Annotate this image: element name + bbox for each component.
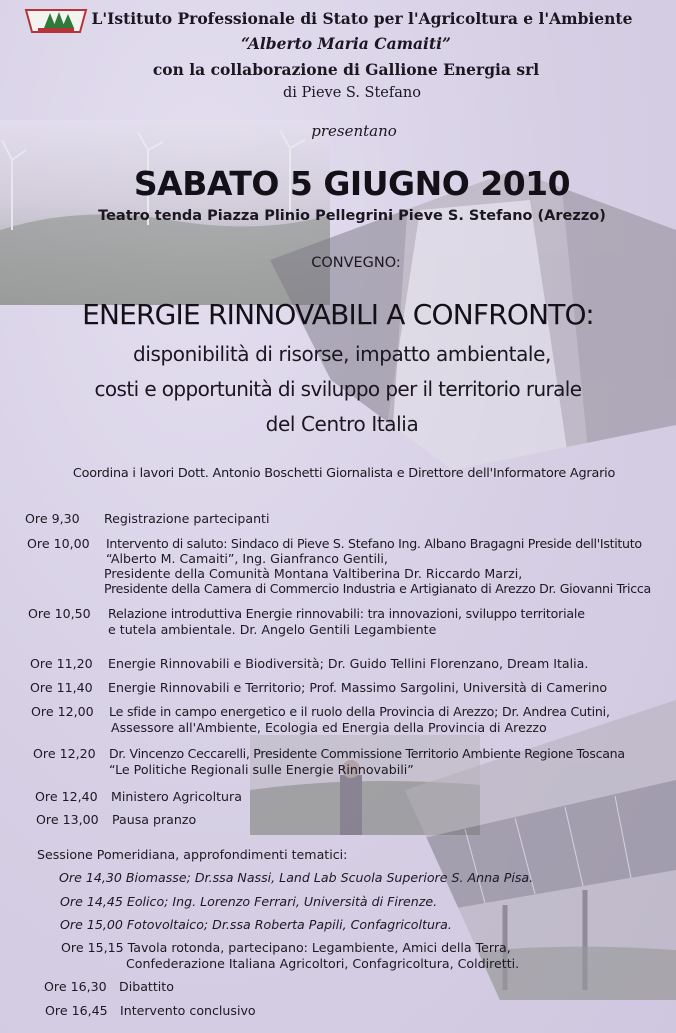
event-subtitle-3: del Centro Italia bbox=[265, 412, 419, 436]
event-venue: Teatro tenda Piazza Plinio Pellegrini Pieve S. Stefano (Arezzo) bbox=[98, 208, 606, 224]
institute-title: “Alberto Maria Camaiti” bbox=[241, 34, 451, 53]
afternoon-1500: Ore 15,00 Fotovoltaico; Dr.ssa Roberta Papili, Confagricoltura. bbox=[60, 917, 452, 932]
program-1220 bbox=[33, 746, 625, 761]
program-1645 bbox=[45, 1003, 256, 1018]
program-text: Le sfide in campo energetico e il ruolo della Provincia di Arezzo; Dr. Andrea Cutini, bbox=[109, 704, 610, 719]
program-text: Ministero Agricoltura bbox=[111, 789, 242, 804]
event-type: CONVEGNO: bbox=[311, 255, 401, 271]
program-text: Energie Rinnovabili e Biodiversità; Dr. Guido Tellini Florenzano, Dream Italia. bbox=[108, 656, 589, 671]
program-1630 bbox=[44, 979, 174, 994]
program-1050-line2: e tutela ambientale. Dr. Angelo Gentili Legambiente bbox=[108, 622, 437, 637]
program-time: Ore 16,30 bbox=[44, 979, 107, 994]
program-time: Ore 11,20 bbox=[30, 656, 93, 671]
program-time: Ore 12,20 bbox=[33, 746, 96, 761]
presentano-label: presentano bbox=[311, 122, 397, 140]
program-text: Dibattito bbox=[119, 979, 174, 994]
program-text: Energie Rinnovabili e Territorio; Prof. Massimo Sargolini, Università di Camerino bbox=[108, 680, 608, 695]
program-time: Ore 16,45 bbox=[45, 1003, 108, 1018]
program-time: Ore 13,00 bbox=[36, 812, 99, 827]
program-1000-line3: Presidente della Comunità Montana Valtiberina Dr. Riccardo Marzi, bbox=[104, 566, 523, 581]
program-time: Ore 10,00 bbox=[27, 536, 90, 551]
program-time: Ore 10,50 bbox=[28, 606, 91, 621]
program-1000-line4: Presidente della Camera di Commercio Industria e Artigianato di Arezzo Dr. Giovanni Tricca bbox=[104, 581, 651, 596]
event-title: ENERGIE RINNOVABILI A CONFRONTO: bbox=[82, 298, 594, 331]
afternoon-1515-line2: Confederazione Italiana Agricoltori, Confagricoltura, Coldiretti. bbox=[126, 956, 520, 971]
program-1120 bbox=[30, 656, 588, 671]
program-1220-line2: “Le Politiche Regionali sulle Energie Rinnovabili” bbox=[109, 762, 414, 777]
program-1300 bbox=[36, 812, 196, 827]
program-1240 bbox=[35, 789, 242, 804]
location-line: di Pieve S. Stefano bbox=[283, 85, 421, 101]
program-time: Ore 12,00 bbox=[31, 704, 94, 719]
program-1050 bbox=[28, 606, 585, 621]
program-text: Registrazione partecipanti bbox=[104, 511, 270, 526]
program-1200 bbox=[31, 704, 610, 719]
program-time: Ore 11,40 bbox=[30, 680, 93, 695]
program-text: Pausa pranzo bbox=[112, 812, 197, 827]
program-0930 bbox=[25, 511, 270, 526]
program-1200-line2: Assessore all'Ambiente, Ecologia ed Energia della Provincia di Arezzo bbox=[111, 720, 547, 735]
program-time: Ore 12,40 bbox=[35, 789, 98, 804]
collaboration-line: con la collaborazione di Gallione Energia srl bbox=[152, 60, 540, 79]
institute-name: L'Istituto Professionale di Stato per l'Agricoltura e l'Ambiente bbox=[91, 9, 633, 28]
afternoon-1515: Ore 15,15 Tavola rotonda, partecipano: Legambiente, Amici della Terra, bbox=[61, 940, 511, 955]
coordinator-line: Coordina i lavori Dott. Antonio Boschetti Giornalista e Direttore dell'Informatore Agrario bbox=[72, 466, 616, 481]
program-text: Dr. Vincenzo Ceccarelli, Presidente Commissione Territorio Ambiente Regione Toscana bbox=[109, 746, 625, 761]
event-date: SABATO 5 GIUGNO 2010 bbox=[133, 164, 571, 203]
program-1140 bbox=[30, 680, 607, 695]
program-text: Relazione introduttiva Energie rinnovabili: tra innovazioni, sviluppo territoriale bbox=[108, 606, 585, 621]
afternoon-1445: Ore 14,45 Eolico; Ing. Lorenzo Ferrari, Università di Firenze. bbox=[60, 894, 438, 909]
program-1000 bbox=[27, 536, 642, 551]
afternoon-heading: Sessione Pomeridiana, approfondimenti tematici: bbox=[37, 847, 348, 862]
afternoon-1430: Ore 14,30 Biomasse; Dr.ssa Nassi, Land Lab Scuola Superiore S. Anna Pisa. bbox=[59, 870, 534, 885]
program-text: Intervento conclusivo bbox=[120, 1003, 256, 1018]
event-subtitle-1: disponibilità di risorse, impatto ambientale, bbox=[133, 342, 551, 366]
event-subtitle-2: costi e opportunità di sviluppo per il territorio rurale bbox=[94, 377, 582, 401]
program-text: Intervento di saluto: Sindaco di Pieve S. Stefano Ing. Albano Bragagni Preside dell'Istituto bbox=[106, 536, 642, 551]
program-1000-line2: “Alberto M. Camaiti”, Ing. Gianfranco Gentili, bbox=[106, 551, 388, 566]
program-time: Ore 9,30 bbox=[25, 511, 80, 526]
